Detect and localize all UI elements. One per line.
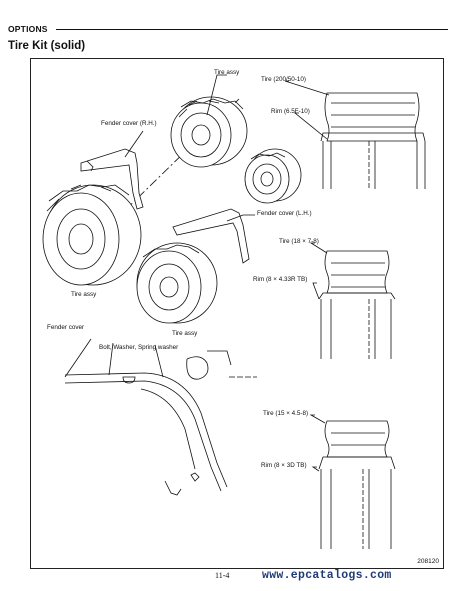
label-tire-assy-bottom: Tire assy (172, 330, 198, 337)
fender-assembly (65, 339, 257, 495)
tire-section-1 (321, 93, 425, 189)
label-rim-8x4-33r-tb: Rim (8 × 4.33R TB) (253, 276, 308, 283)
tire-section-2 (319, 251, 395, 359)
label-bolt-washer: Bolt, Washer, Spring washer (99, 344, 179, 351)
label-fender-cover: Fender cover (47, 324, 85, 331)
page-number: 11-4 (215, 571, 230, 580)
figure-number: 208120 (417, 558, 439, 565)
label-fender-cover-lh: Fender cover (L.H.) (257, 210, 312, 217)
label-tire-18x7-8: Tire (18 × 7-8) (279, 238, 319, 245)
section-label: OPTIONS (8, 24, 48, 34)
label-tire-assy-left: Tire assy (71, 291, 97, 298)
label-fender-cover-rh: Fender cover (R.H.) (101, 120, 157, 127)
label-rim-6-5f-10: Rim (6.5F-10) (271, 108, 310, 115)
tire-assy-left (43, 185, 141, 285)
tire-assy-small (245, 149, 301, 203)
watermark-link[interactable]: www.epcatalogs.com (262, 569, 392, 582)
label-tire-assy-top: Tire assy (214, 69, 240, 76)
section-divider (56, 29, 448, 30)
page-title: Tire Kit (solid) (8, 40, 86, 52)
tire-section-3 (319, 421, 395, 549)
label-rim-8x3d-tb: Rim (8 × 3D TB) (261, 462, 307, 469)
tire-kit-illustration (31, 59, 443, 568)
label-tire-15x4-5-8: Tire (15 × 4.5-8) (263, 410, 309, 417)
figure-frame (30, 58, 444, 569)
label-tire-200-50-10: Tire (200/50-10) (261, 76, 306, 83)
tire-assy-bottom (137, 243, 217, 323)
